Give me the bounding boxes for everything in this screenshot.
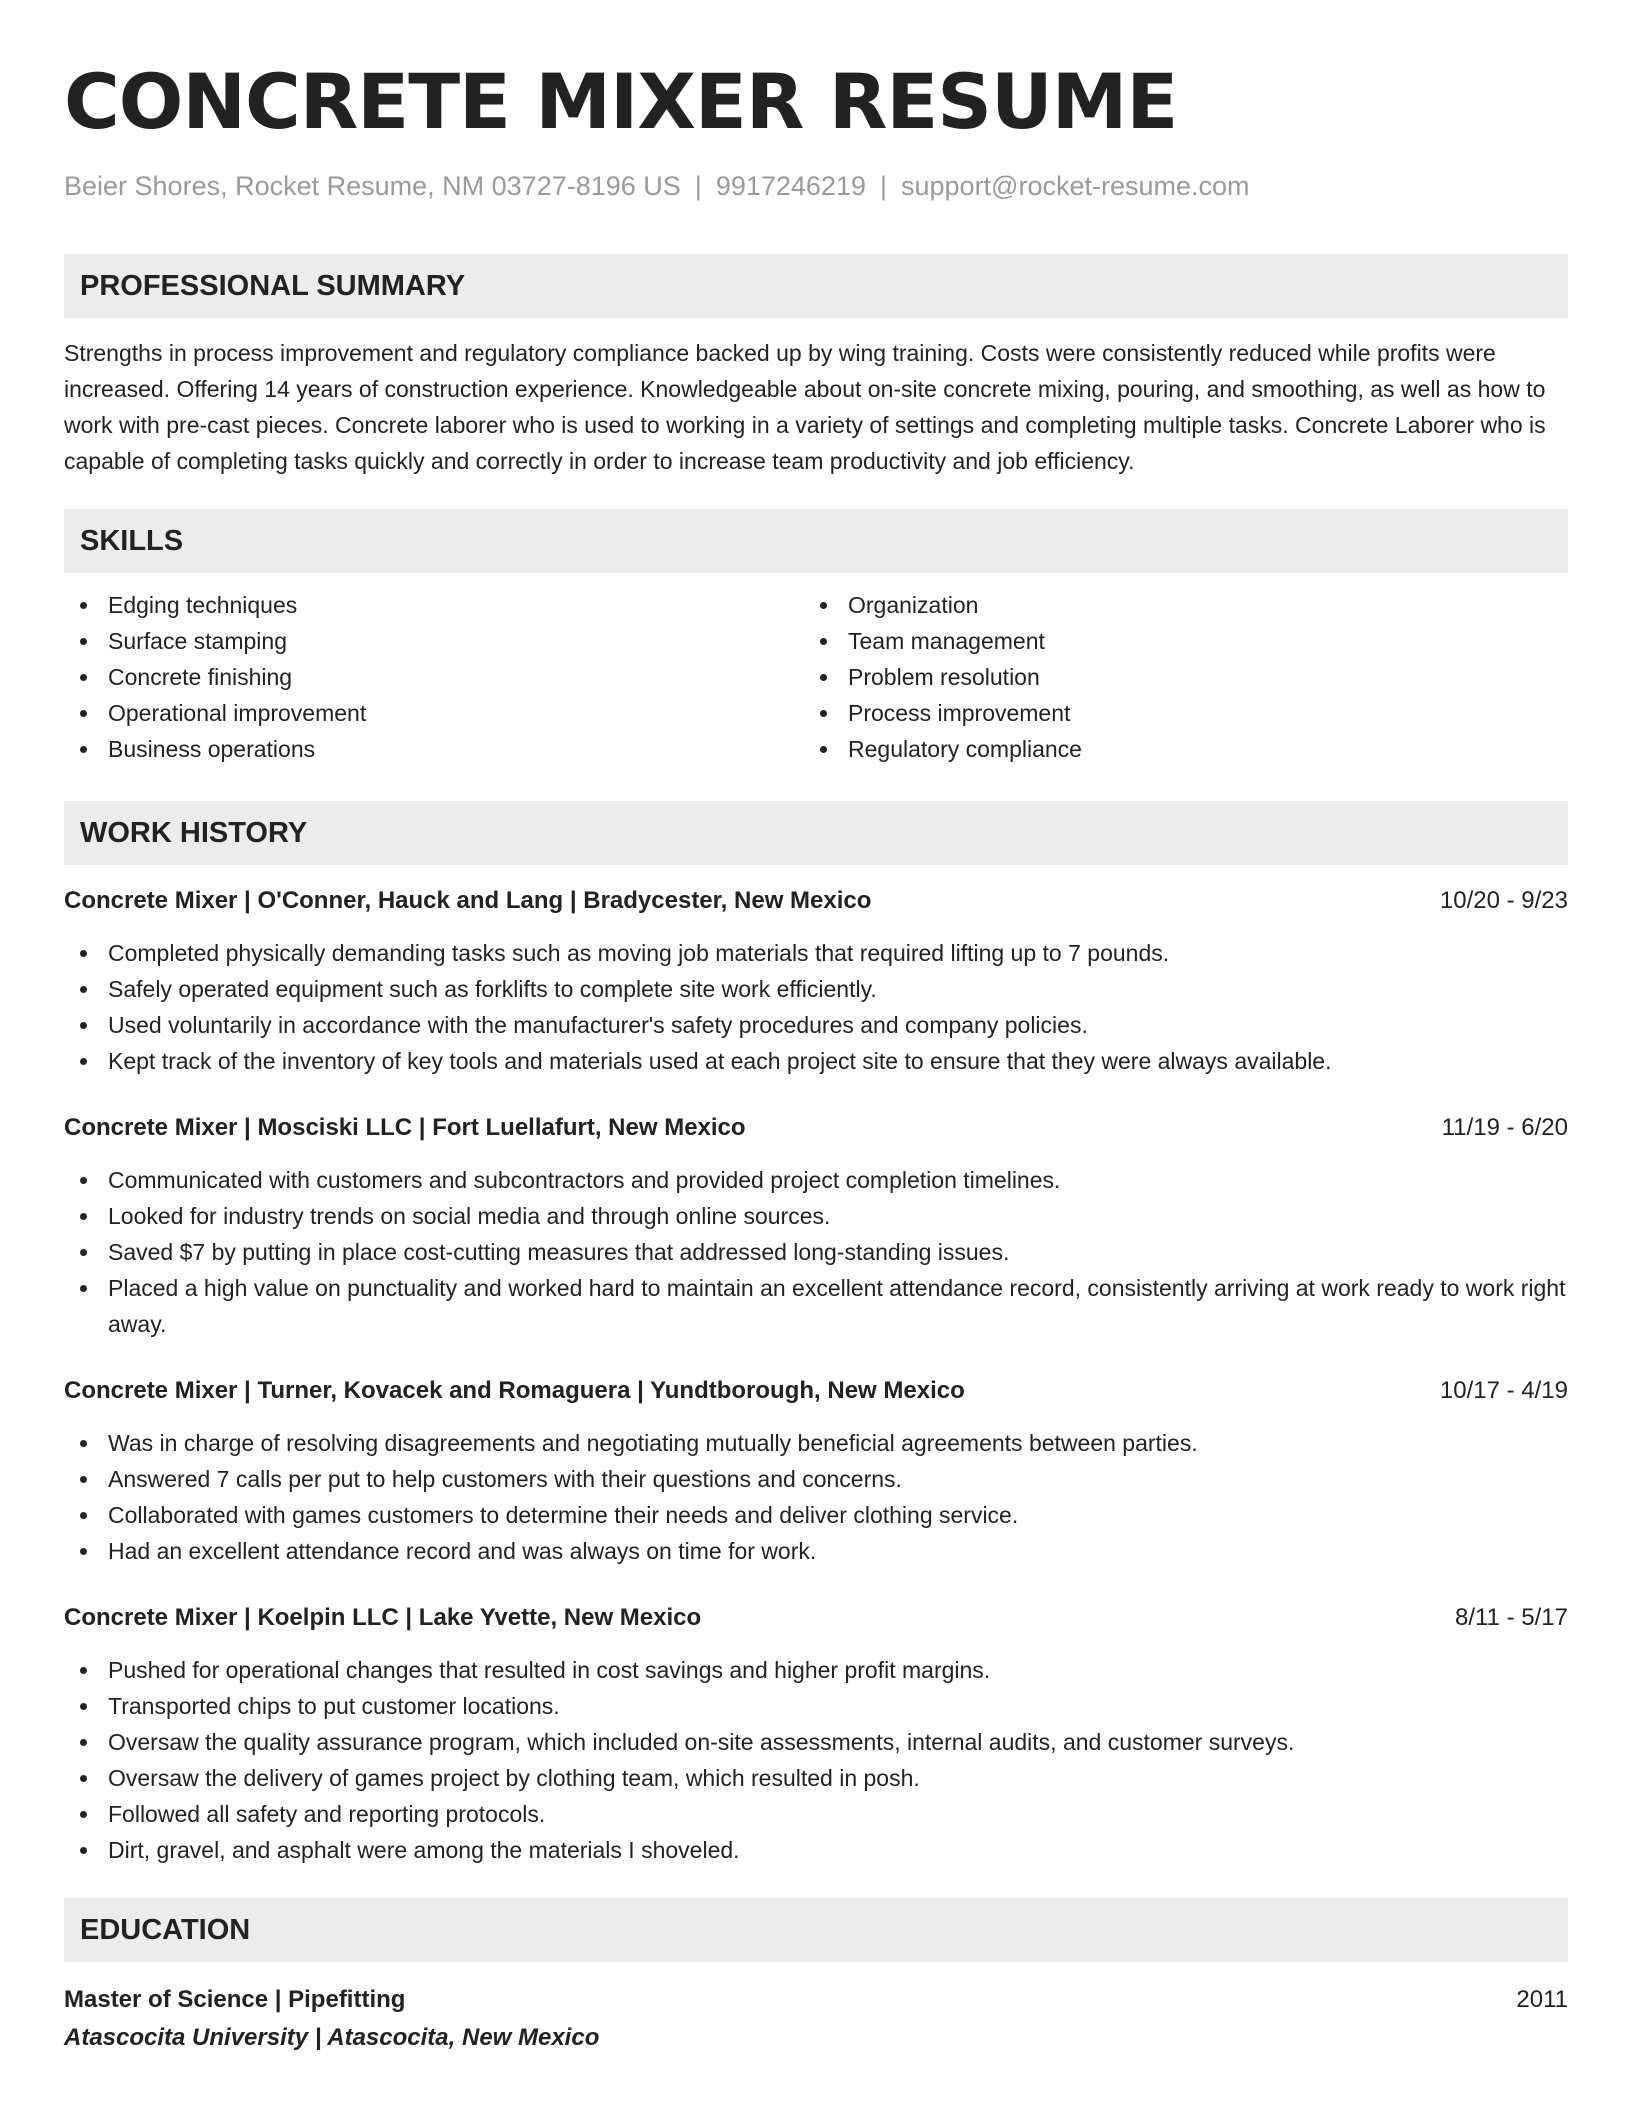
job-title: Concrete Mixer | Koelpin LLC | Lake Yvette, New Mexico — [64, 1604, 702, 1631]
education-year: 2011 — [1516, 1986, 1568, 2013]
skill-item: Organization — [804, 587, 1544, 623]
contact-separator: | — [694, 171, 702, 201]
job-bullet: Transported chips to put customer locations. — [64, 1688, 1568, 1724]
job-dates: 10/20 - 9/23 — [1439, 887, 1568, 914]
job-dates: 11/19 - 6/20 — [1441, 1114, 1568, 1141]
job-entry — [64, 1600, 1568, 1868]
job-bullet: Dirt, gravel, and asphalt were among the materials I shoveled. — [64, 1832, 1568, 1868]
section-header-work-history: WORK HISTORY — [64, 801, 1568, 865]
job-bullet: Followed all safety and reporting protocols. — [64, 1796, 1568, 1832]
job-bullets — [64, 935, 1568, 1079]
job-bullet: Oversaw the quality assurance program, which included on-site assessments, internal audits, and customer surveys. — [64, 1724, 1568, 1760]
job-bullet: Was in charge of resolving disagreements and negotiating mutually beneficial agreements between parties. — [64, 1425, 1568, 1461]
job-bullet: Saved $7 by putting in place cost-cutting measures that addressed long-standing issues. — [64, 1234, 1568, 1270]
job-title: Concrete Mixer | Turner, Kovacek and Romaguera | Yundtborough, New Mexico — [64, 1377, 965, 1404]
job-entry — [64, 1373, 1568, 1569]
education-entry — [64, 1980, 1568, 2056]
skill-item: Concrete finishing — [64, 659, 804, 695]
job-bullet: Looked for industry trends on social media and through online sources. — [64, 1198, 1568, 1234]
contact-phone: 9917246219 — [715, 171, 866, 201]
job-dates: 8/11 - 5/17 — [1455, 1604, 1568, 1631]
skill-item: Edging techniques — [64, 587, 804, 623]
education-school: Atascocita University | Atascocita, New Mexico — [64, 2024, 600, 2051]
contact-address: Beier Shores, Rocket Resume, NM 03727-8196 US — [64, 171, 681, 201]
job-header — [64, 1600, 1568, 1636]
job-bullet: Completed physically demanding tasks such as moving job materials that required lifting up to 7 pounds. — [64, 935, 1568, 971]
skill-item: Operational improvement — [64, 695, 804, 731]
skills-column-left — [64, 587, 804, 767]
education-header — [64, 1980, 1568, 2020]
contact-line — [64, 168, 1568, 204]
job-bullet: Oversaw the delivery of games project by clothing team, which resulted in posh. — [64, 1760, 1568, 1796]
section-header-summary: PROFESSIONAL SUMMARY — [64, 254, 1568, 318]
education-degree: Master of Science | Pipefitting — [64, 1986, 406, 2013]
job-bullet: Answered 7 calls per put to help customers with their questions and concerns. — [64, 1461, 1568, 1497]
job-bullet: Kept track of the inventory of key tools and materials used at each project site to ensure that they were always available. — [64, 1043, 1568, 1079]
contact-email: support@rocket-resume.com — [901, 171, 1250, 201]
skill-item: Business operations — [64, 731, 804, 767]
job-bullet: Safely operated equipment such as forklifts to complete site work efficiently. — [64, 971, 1568, 1007]
section-header-education: EDUCATION — [64, 1898, 1568, 1962]
job-bullets — [64, 1162, 1568, 1342]
skill-item: Regulatory compliance — [804, 731, 1544, 767]
job-bullet: Placed a high value on punctuality and worked hard to maintain an excellent attendance record, consistently arriving at work ready to work right away. — [64, 1270, 1568, 1342]
job-bullet: Collaborated with games customers to determine their needs and deliver clothing service. — [64, 1497, 1568, 1533]
job-header — [64, 1373, 1568, 1409]
job-bullet: Used voluntarily in accordance with the manufacturer's safety procedures and company policies. — [64, 1007, 1568, 1043]
job-dates: 10/17 - 4/19 — [1439, 1377, 1568, 1404]
summary-text: Strengths in process improvement and regulatory compliance backed up by wing training. Costs were consistently reduced while profits were increased. Offering 14 years of construction experience. Knowledgeable about on-site concrete mixing, pouring, and smoothing, as well as how to work with pre-cast pieces. Concrete laborer who is used to working in a variety of settings and completing multiple tasks. Concrete Laborer who is capable of completing tasks quickly and correctly in order to increase team productivity and job efficiency. — [64, 340, 1546, 474]
skill-item: Problem resolution — [804, 659, 1544, 695]
job-entry — [64, 883, 1568, 1079]
job-header — [64, 1110, 1568, 1146]
job-header — [64, 883, 1568, 919]
skill-item: Team management — [804, 623, 1544, 659]
job-bullets — [64, 1652, 1568, 1868]
job-bullet: Communicated with customers and subcontractors and provided project completion timelines. — [64, 1162, 1568, 1198]
resume-title: CONCRETE MIXER RESUME — [64, 57, 1178, 146]
job-bullet: Had an excellent attendance record and was always on time for work. — [64, 1533, 1568, 1569]
job-bullet: Pushed for operational changes that resulted in cost savings and higher profit margins. — [64, 1652, 1568, 1688]
job-title: Concrete Mixer | O'Conner, Hauck and Lang | Bradycester, New Mexico — [64, 887, 872, 914]
job-bullets — [64, 1425, 1568, 1569]
contact-separator: | — [879, 171, 887, 201]
section-header-skills: SKILLS — [64, 509, 1568, 573]
skills-column-right — [804, 587, 1544, 767]
skill-item: Process improvement — [804, 695, 1544, 731]
skill-item: Surface stamping — [64, 623, 804, 659]
job-title: Concrete Mixer | Mosciski LLC | Fort Luellafurt, New Mexico — [64, 1114, 746, 1141]
job-entry — [64, 1110, 1568, 1342]
skills-grid — [64, 587, 1568, 767]
